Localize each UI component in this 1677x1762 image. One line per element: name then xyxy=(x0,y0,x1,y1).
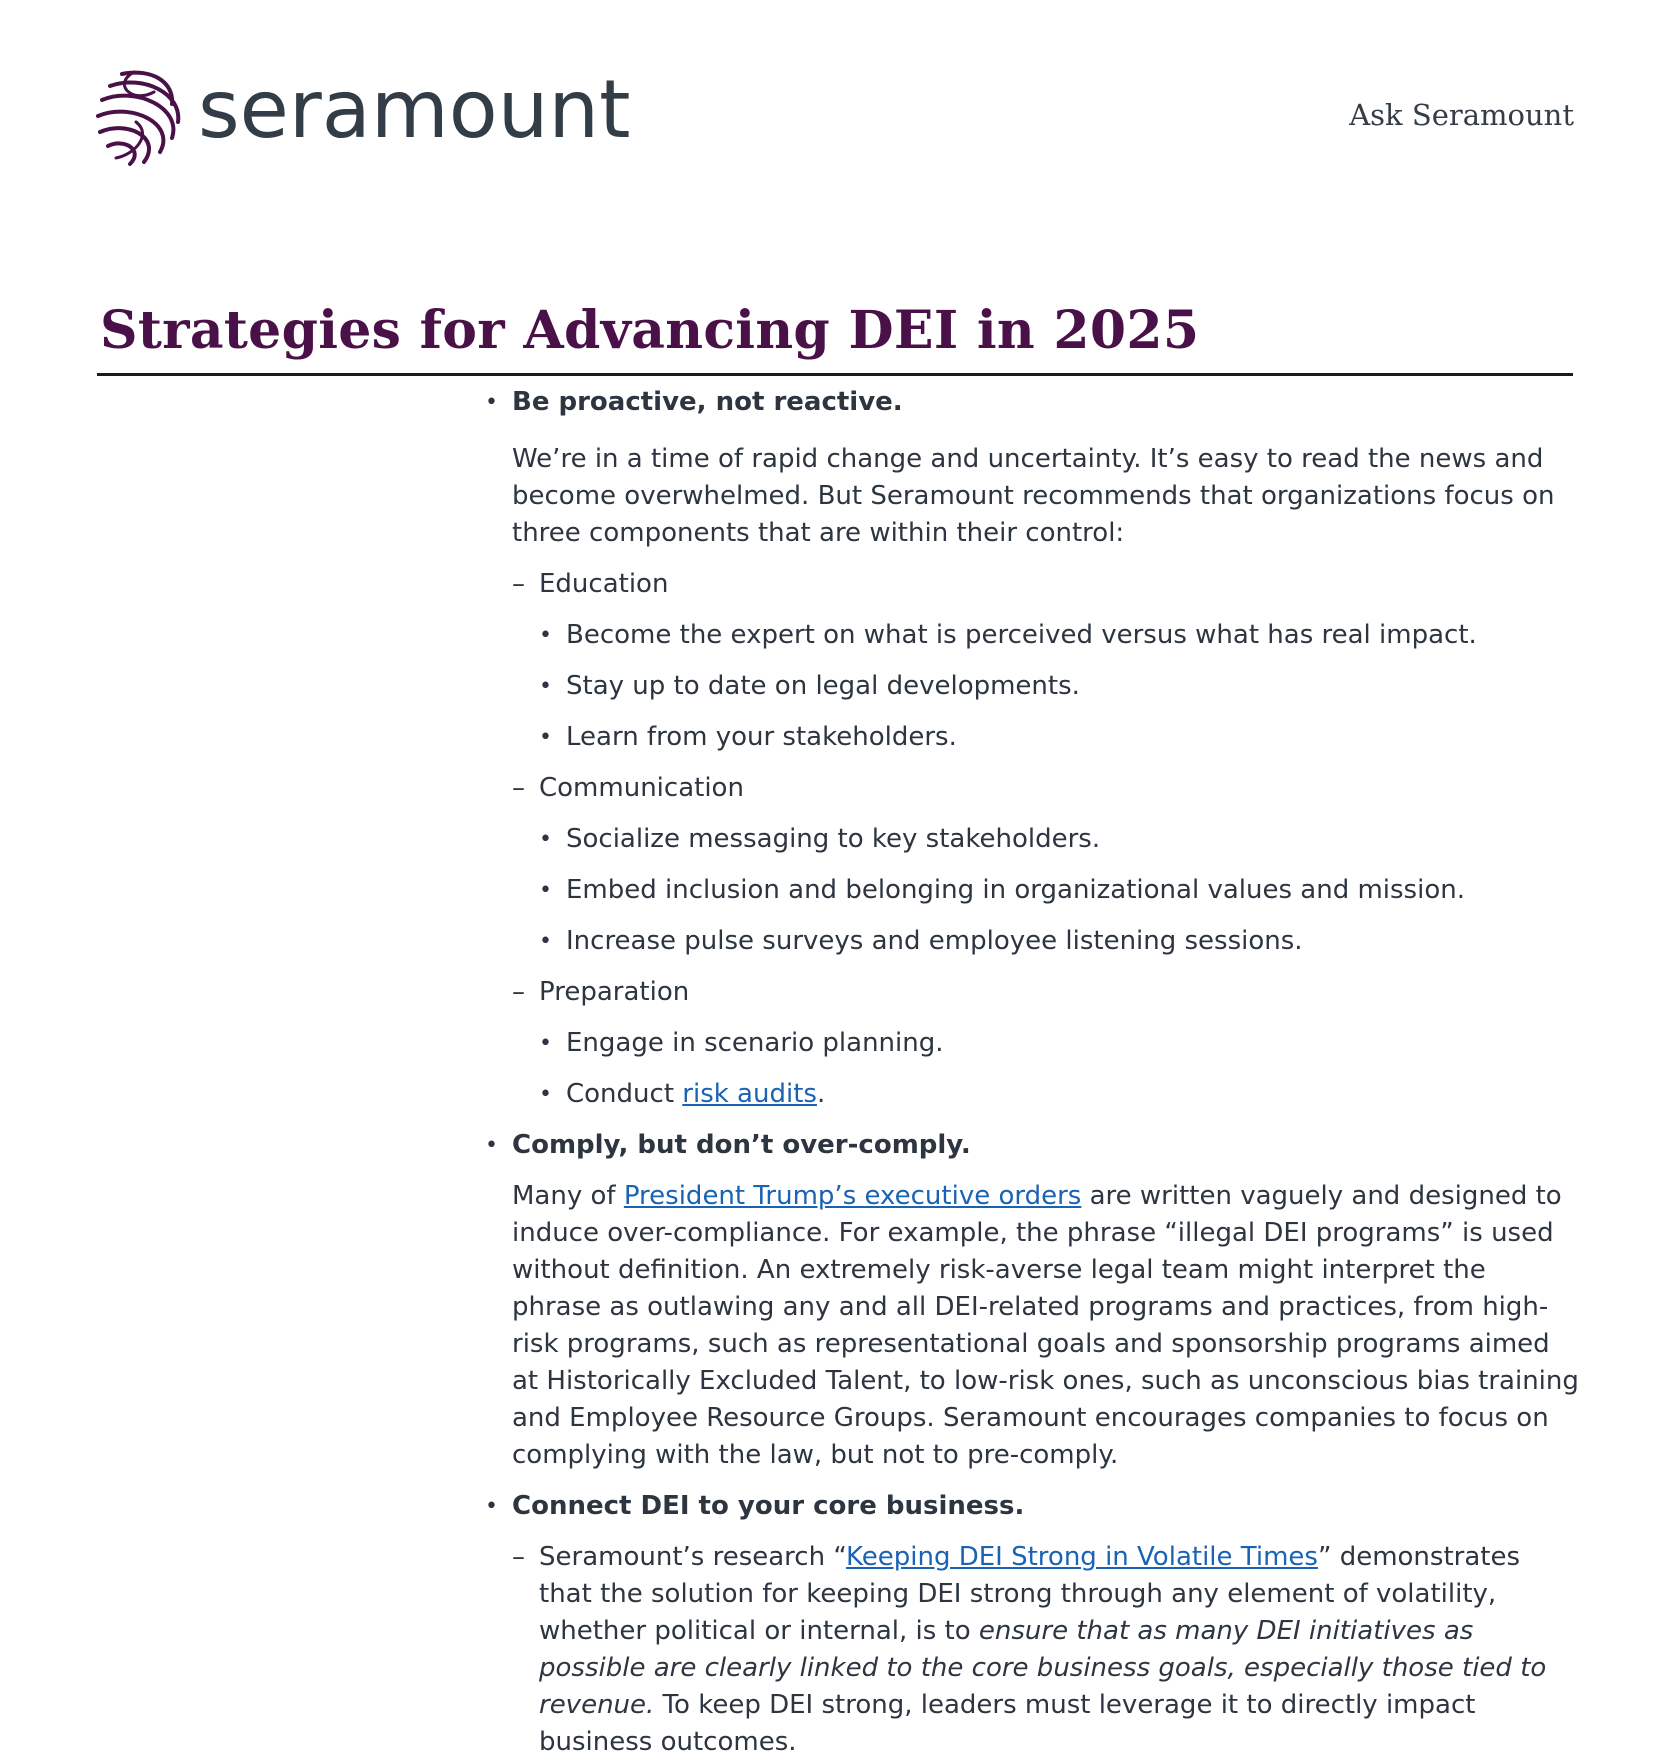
section-intro: We’re in a time of rapid change and uncertainty. It’s easy to read the news and become overwhelmed. But Seramount recommends that organizations focus on three components that are within their control: xyxy=(512,444,1555,548)
list-item-text: Socialize messaging to key stakeholders. xyxy=(566,824,1101,854)
dash-icon: – xyxy=(512,569,525,599)
list-item xyxy=(539,872,1580,909)
dash-icon: – xyxy=(512,977,525,1007)
list-item xyxy=(539,821,1580,858)
section-heading: Comply, but don’t over-comply. xyxy=(512,1130,971,1160)
list-item-proactive xyxy=(485,384,1580,1113)
section-heading: Be proactive, not reactive. xyxy=(512,387,903,417)
dash-icon: – xyxy=(512,1542,525,1572)
dash-icon: – xyxy=(512,773,525,803)
bullet-icon: • xyxy=(539,929,552,954)
list-item-text: . xyxy=(816,1079,826,1109)
emphasis-text: ensure that as many DEI initiatives as possible are clearly linked to the core business goals, especially those tied to revenue. xyxy=(539,1616,1547,1720)
sublist-label: Education xyxy=(539,569,669,599)
bullet-icon: • xyxy=(485,1494,498,1519)
list-item xyxy=(539,668,1580,705)
paragraph-text: To keep DEI strong, leaders must leverage it to directly impact business outcomes. xyxy=(539,1690,1476,1757)
sublist-label: Communication xyxy=(539,773,744,803)
list-item-text: Embed inclusion and belonging in organizational values and mission. xyxy=(566,875,1465,905)
sublist-item-research xyxy=(512,1539,1580,1761)
bullet-icon: • xyxy=(539,878,552,903)
logo-wordmark: seramount xyxy=(198,63,631,156)
paragraph-text: are written vaguely and designed to induce over-compliance. For example, the phrase “illegal DEI programs” is used without definition. An extremely risk-averse legal team might interpret the phrase as outlawing any and all DEI-related programs and practices, from high-risk programs, such as representational goals and sponsorship programs aimed at Historically Excluded Talent, to low-risk ones, such as unconscious bias training and Employee Resource Groups. Seramount encourages companies to focus on complying with the law, but not to pre-comply. xyxy=(512,1181,1579,1470)
list-item-text: Learn from your stakeholders. xyxy=(566,722,957,752)
seramount-logo[interactable] xyxy=(92,60,630,172)
list-item xyxy=(539,719,1580,756)
bullet-icon: • xyxy=(539,1082,552,1107)
paragraph-text: Seramount’s research “ xyxy=(539,1542,846,1572)
paragraph-text: Many of xyxy=(512,1181,624,1211)
seramount-swirl-icon xyxy=(92,64,192,168)
bullet-icon: • xyxy=(485,390,498,415)
sublist-item-communication xyxy=(512,770,1580,807)
executive-orders-link[interactable]: President Trump’s executive orders xyxy=(623,1181,1082,1211)
bullet-icon: • xyxy=(539,1031,552,1056)
section-paragraph xyxy=(512,1178,1580,1474)
sublist-item-education xyxy=(512,566,1580,603)
bullet-icon: • xyxy=(539,827,552,852)
ask-seramount-link[interactable]: Ask Seramount xyxy=(1349,98,1574,132)
page-title: Strategies for Advancing DEI in 2025 xyxy=(100,300,1200,361)
paragraph-text: ” demonstrates that the solution for keeping DEI strong through any element of volatility, whether political or internal, is to xyxy=(539,1542,1520,1646)
list-item xyxy=(539,617,1580,654)
list-item xyxy=(539,1076,1580,1113)
sublist-label: Preparation xyxy=(539,977,690,1007)
keeping-dei-strong-link[interactable]: Keeping DEI Strong in Volatile Times xyxy=(846,1542,1318,1572)
list-item-text: Become the expert on what is perceived versus what has real impact. xyxy=(566,620,1477,650)
list-item-text: Engage in scenario planning. xyxy=(566,1028,944,1058)
article-body xyxy=(485,384,1580,1761)
risk-audits-link[interactable]: risk audits xyxy=(682,1079,817,1109)
section-heading: Connect DEI to your core business. xyxy=(512,1491,1025,1521)
bullet-icon: • xyxy=(539,623,552,648)
list-item-text: Stay up to date on legal developments. xyxy=(566,671,1080,701)
bullet-icon: • xyxy=(539,674,552,699)
bullet-icon: • xyxy=(539,725,552,750)
sublist-item-preparation xyxy=(512,974,1580,1011)
title-divider xyxy=(97,373,1573,376)
list-item-connect xyxy=(485,1488,1580,1761)
list-item xyxy=(539,1025,1580,1062)
list-item-comply xyxy=(485,1127,1580,1474)
bullet-icon: • xyxy=(485,1133,498,1158)
list-item xyxy=(539,923,1580,960)
list-item-text: Increase pulse surveys and employee listening sessions. xyxy=(566,926,1303,956)
list-item-text: Conduct xyxy=(566,1079,683,1109)
